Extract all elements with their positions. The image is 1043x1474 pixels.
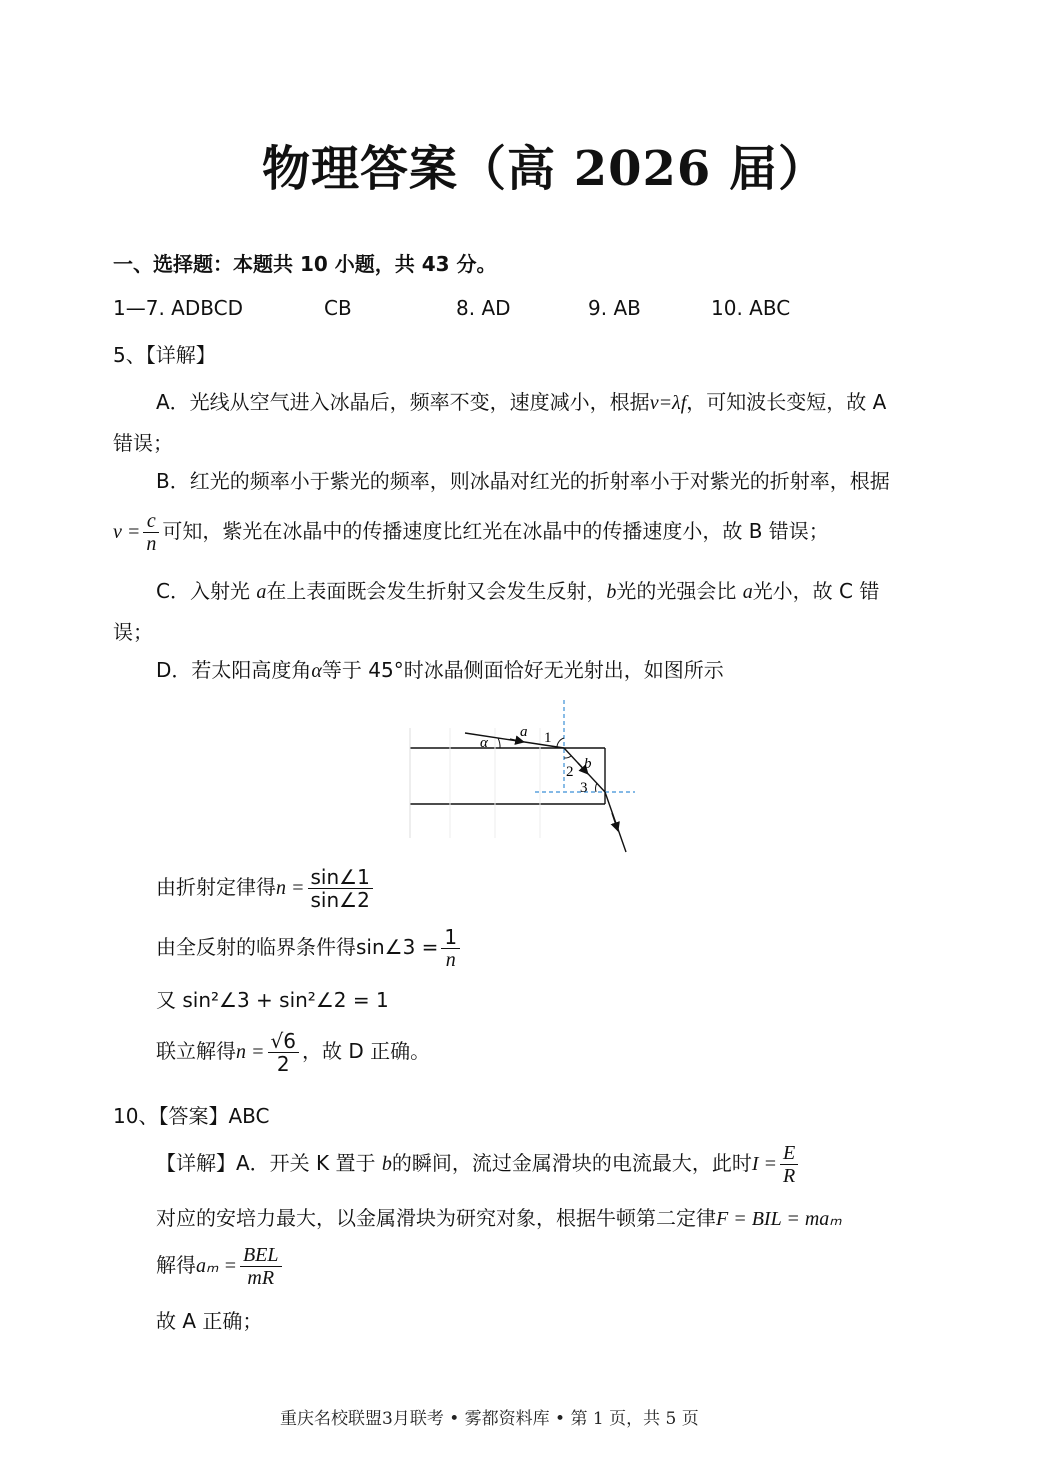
q10-line2 — [156, 1206, 842, 1231]
eq1-text: 由折射定律得 — [156, 875, 276, 899]
answer-10: 10. ABC — [711, 296, 791, 320]
eq1-n: n = — [276, 877, 305, 899]
q5-b-text: 可知，紫光在冰晶中的传播速度比红光在冰晶中的传播速度小，故 B 错误； — [162, 519, 829, 543]
q10-line4: 故 A 正确； — [156, 1309, 263, 1333]
q5-b-num: c — [143, 510, 159, 533]
q5-d-text2: 等于 45°时冰晶侧面恰好无光射出，如图所示 — [321, 658, 724, 682]
q10-option-a — [156, 1142, 801, 1187]
q5-b-fraction — [143, 510, 159, 555]
answer-cb: CB — [324, 296, 352, 320]
q5-c-text2: 在上表面既会发生折射又会发生反射， — [266, 579, 607, 603]
q5-option-a — [156, 390, 886, 415]
eq1-num: sin∠1 — [308, 866, 373, 889]
q10-a-b: b — [381, 1153, 392, 1175]
q5-a-text-end: ，可知波长变短，故 A — [686, 390, 887, 414]
equation-total-reflection — [156, 926, 463, 971]
q5-b-den: n — [146, 533, 157, 555]
eq1-fraction — [308, 866, 373, 911]
q10-line3-lhs: aₘ = — [196, 1255, 237, 1277]
answer-9: 9. AB — [588, 296, 641, 320]
q5-c-b: b — [606, 581, 617, 603]
eq4-den: 2 — [276, 1052, 290, 1076]
q5-c-a2: a — [742, 581, 753, 603]
q5-c-text3: 光的光强会比 — [616, 579, 737, 603]
q10-line3 — [156, 1244, 285, 1289]
page-footer: 重庆名校联盟3月联考 • 雾都资料库 • 第 1 页，共 5 页 — [280, 1409, 699, 1429]
q5-option-c-line2: 误； — [113, 620, 153, 644]
page-title: 物理答案（高 2026 届） — [262, 141, 828, 197]
q5-a-text: A．光线从空气进入冰晶后，频率不变，速度减小，根据 — [156, 390, 650, 414]
q10-a-text: 【详解】A．开关 K 置于 — [156, 1151, 376, 1175]
equation-identity: 又 sin²∠3 + sin²∠2 = 1 — [156, 988, 389, 1012]
q5-d-alpha: α — [311, 660, 322, 682]
eq2-den: n — [445, 949, 456, 971]
q5-option-b-line2 — [113, 510, 829, 555]
q10-i: I = — [751, 1153, 778, 1175]
eq2-text: 由全反射的临界条件得 — [156, 935, 356, 959]
answer-8: 8. AD — [456, 296, 511, 320]
eq4-num: √6 — [268, 1030, 299, 1053]
q5-d-text: D．若太阳高度角 — [156, 658, 312, 682]
eq4-fraction — [268, 1030, 299, 1075]
q5-option-b: B．红光的频率小于紫光的频率，则冰晶对红光的折射率小于对紫光的折射率，根据 — [156, 469, 890, 493]
q10-i-fraction — [780, 1142, 798, 1187]
q5-option-d — [156, 658, 724, 683]
q10-line3-num: BEL — [240, 1244, 282, 1267]
label-1: 1 — [544, 730, 552, 746]
eq1-den: sin∠2 — [310, 888, 370, 912]
q10-i-num: E — [780, 1142, 798, 1165]
q10-line2-formula: F = BIL = maₘ — [716, 1208, 842, 1230]
q10-heading: 10、【答案】ABC — [113, 1104, 270, 1128]
q10-a-text2: 的瞬间，流过金属滑块的电流最大，此时 — [391, 1151, 752, 1175]
q5-c-a: a — [256, 581, 267, 603]
q5-option-c — [156, 579, 879, 604]
q5-c-text4: 光小，故 C 错 — [752, 579, 880, 603]
q10-line3-text: 解得 — [156, 1253, 196, 1277]
label-a: a — [520, 724, 528, 740]
eq2-lhs: sin∠3 = — [356, 935, 439, 959]
q10-i-den: R — [783, 1165, 796, 1187]
eq4-n: n = — [236, 1041, 265, 1063]
q5-b-v: v = — [113, 521, 141, 543]
q5-c-text: C．入射光 — [156, 579, 250, 603]
ice-crystal-diagram — [400, 698, 640, 858]
section-heading: 一、选择题：本题共 10 小题，共 43 分。 — [113, 252, 497, 276]
eq4-text-end: ，故 D 正确。 — [301, 1039, 431, 1063]
eq2-fraction — [441, 926, 460, 971]
equation-solution — [156, 1030, 430, 1075]
q10-line3-den: mR — [247, 1267, 275, 1289]
eq4-text: 联立解得 — [156, 1039, 236, 1063]
q5-option-a-line2: 错误； — [113, 431, 173, 455]
label-alpha: α — [480, 735, 488, 751]
q10-line3-fraction — [240, 1244, 282, 1289]
label-2: 2 — [566, 764, 574, 780]
q5-a-formula: v=λf — [649, 392, 687, 414]
eq2-num: 1 — [441, 926, 460, 949]
q5-heading: 5、【详解】 — [113, 343, 216, 367]
equation-refraction — [156, 866, 376, 911]
label-3: 3 — [580, 780, 588, 796]
label-b: b — [584, 756, 592, 772]
answer-1-7: 1—7. ADBCD — [113, 296, 243, 320]
q10-line2-text: 对应的安培力最大，以金属滑块为研究对象，根据牛顿第二定律 — [156, 1206, 716, 1230]
